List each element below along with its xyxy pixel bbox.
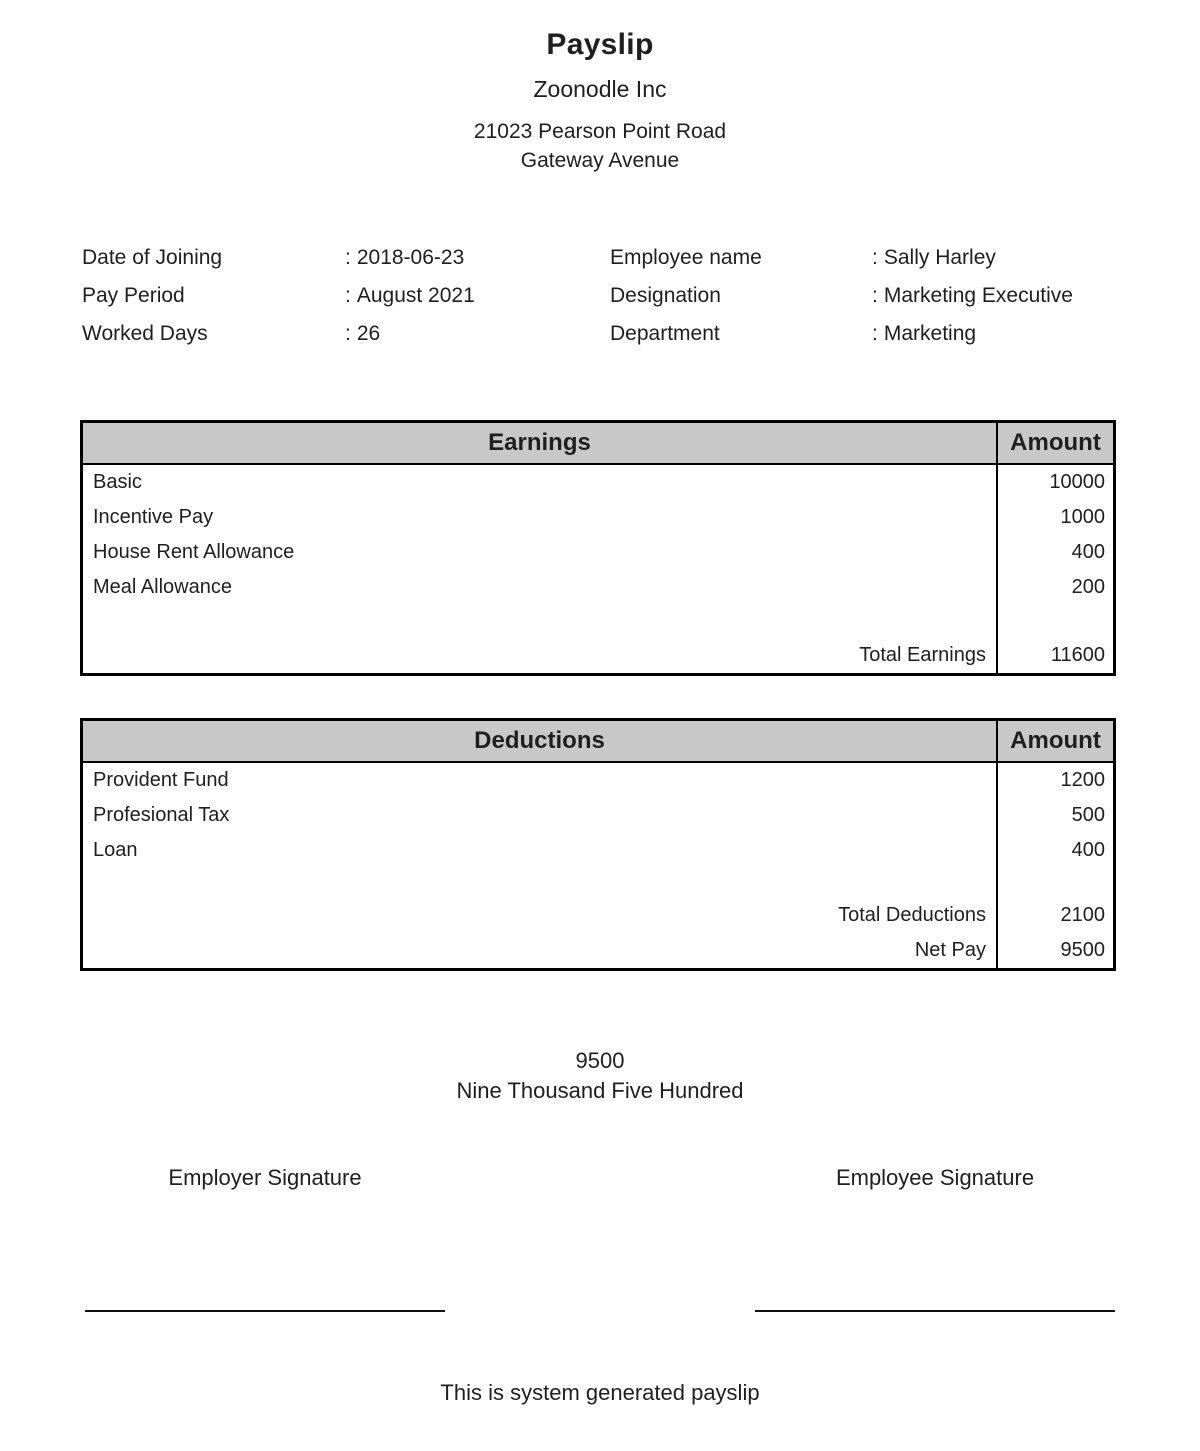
table-row [83, 465, 1113, 500]
deductions-amount-column-header: Amount [996, 721, 1113, 761]
table-spacer [83, 868, 1113, 898]
earnings-amount-column-header: Amount [996, 423, 1113, 463]
row-amount: 1200 [996, 763, 1113, 798]
deductions-table-header [83, 721, 1113, 763]
earnings-table-header [83, 423, 1113, 465]
row-label: Profesional Tax [93, 804, 230, 826]
info-value-pay-period [345, 277, 610, 315]
table-row [83, 763, 1113, 798]
info-value-text: August 2021 [356, 284, 475, 307]
company-name: Zoonodle Inc [533, 76, 667, 102]
address-line-1: 21023 Pearson Point Road [473, 120, 727, 143]
colon: : [872, 246, 878, 269]
row-amount: 400 [996, 833, 1113, 868]
row-label: Basic [93, 471, 142, 493]
address-line-2: Gateway Avenue [520, 149, 680, 172]
row-label: House Rent Allowance [93, 541, 295, 563]
earnings-header-title: Earnings [488, 429, 591, 456]
net-pay-summary [0, 1046, 1200, 1106]
colon: : [872, 322, 878, 345]
earnings-table [80, 420, 1116, 676]
total-label: Total Earnings [859, 644, 986, 666]
info-label-worked-days: Worked Days [82, 322, 208, 345]
row-amount: 400 [996, 535, 1113, 570]
table-row [83, 798, 1113, 833]
row-amount: 10000 [996, 465, 1113, 500]
row-amount: 200 [996, 570, 1113, 605]
net-pay-amount: 9500 [575, 1048, 625, 1073]
total-label: Net Pay [914, 939, 986, 961]
total-earnings-row [83, 638, 1113, 673]
table-row [83, 535, 1113, 570]
earnings-table-body [83, 465, 1113, 673]
row-label: Meal Allowance [93, 576, 232, 598]
table-spacer [83, 605, 1113, 638]
info-value-text: Marketing [883, 322, 977, 345]
row-amount: 500 [996, 798, 1113, 833]
colon: : [345, 284, 351, 307]
page-title: Payslip [546, 28, 654, 61]
info-value-department [872, 315, 1200, 353]
table-row [83, 500, 1113, 535]
net-pay-words: Nine Thousand Five Hundred [456, 1078, 744, 1103]
info-label-employee-name: Employee name [610, 246, 762, 269]
deductions-header-title: Deductions [474, 727, 605, 754]
employee-signature-block [755, 1165, 1115, 1312]
row-amount: 1000 [996, 500, 1113, 535]
row-label: Loan [93, 839, 138, 861]
table-row [83, 570, 1113, 605]
deductions-table [80, 718, 1116, 971]
total-label: Total Deductions [838, 904, 986, 926]
employer-signature-label: Employer Signature [168, 1165, 362, 1190]
footer-note: This is system generated payslip [440, 1380, 760, 1405]
colon: : [872, 284, 878, 307]
colon: : [345, 246, 351, 269]
info-label-designation: Designation [610, 284, 721, 307]
info-value-worked-days [345, 315, 610, 353]
info-label-date-of-joining: Date of Joining [82, 246, 223, 269]
employer-signature-block [85, 1165, 445, 1312]
company-address [0, 117, 1200, 175]
employer-signature-line [85, 1310, 445, 1312]
signatures-section [0, 1165, 1200, 1312]
total-amount: 9500 [996, 933, 1113, 968]
info-value-employee-name [872, 239, 1200, 277]
employee-signature-label: Employee Signature [835, 1165, 1035, 1190]
info-value-date-of-joining [345, 239, 610, 277]
info-value-text: 2018-06-23 [356, 246, 465, 269]
employee-signature-line [755, 1310, 1115, 1312]
row-label: Incentive Pay [93, 506, 214, 528]
deductions-table-body [83, 763, 1113, 968]
row-label: Provident Fund [93, 769, 229, 791]
info-value-designation [872, 277, 1200, 315]
employee-info [82, 239, 1200, 353]
info-label-department: Department [610, 322, 720, 345]
table-row [83, 833, 1113, 868]
info-value-text: Sally Harley [883, 246, 996, 269]
net-pay-row [83, 933, 1113, 968]
info-value-text: Marketing Executive [883, 284, 1073, 307]
total-amount: 2100 [996, 898, 1113, 933]
colon: : [345, 322, 351, 345]
total-deductions-row [83, 898, 1113, 933]
total-amount: 11600 [996, 638, 1113, 673]
info-value-text: 26 [356, 322, 381, 345]
info-label-pay-period: Pay Period [82, 284, 185, 307]
